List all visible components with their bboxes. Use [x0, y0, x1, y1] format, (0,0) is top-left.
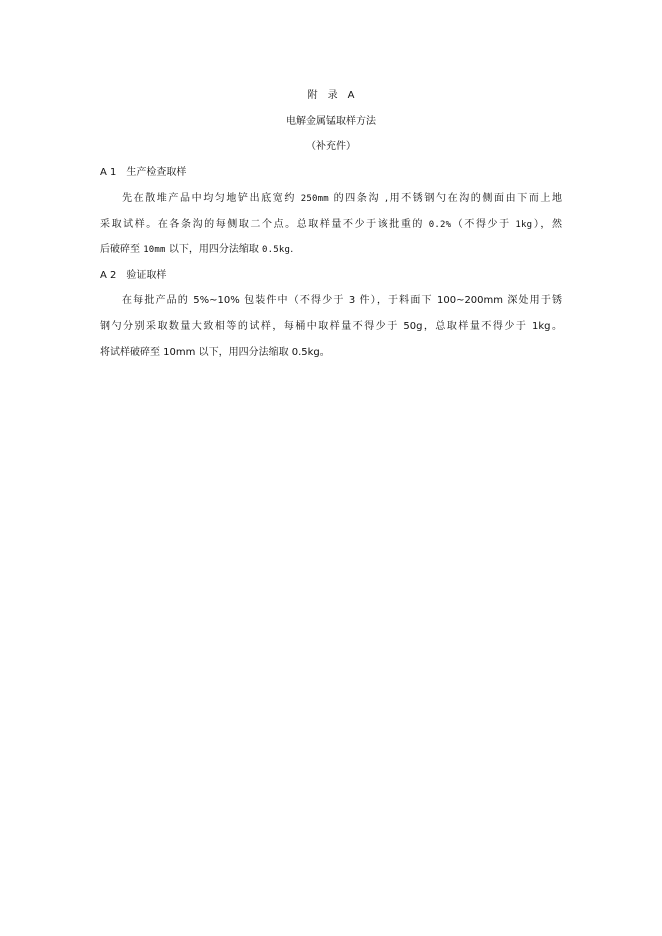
text-run: 后破碎至	[100, 244, 144, 255]
text-run: 以下，用四分法缩取	[165, 244, 263, 255]
percentage-value: 0.2%	[428, 220, 452, 230]
text-run: ），然	[532, 219, 562, 230]
text-run: 的四条沟 ,用不锈钢勺在沟的侧面由下而上地	[328, 193, 562, 204]
appendix-subtitle: （补充件）	[306, 141, 356, 152]
text-run: 采取试样。在各条沟的每侧取二个点。总取样量不少于该批重的	[100, 219, 429, 230]
text-run: 先在散堆产品中均匀地铲出底宽约	[122, 193, 301, 204]
text-run: （不得少于	[451, 219, 516, 230]
section-a2-line-3: 将试样破碎至 10mm 以下，用四分法缩取 0.5kg。	[100, 347, 330, 358]
appendix-title: 电解金属锰取样方法	[286, 116, 376, 127]
weight-value: 0.5kg	[262, 245, 291, 255]
measurement-value: 10mm	[143, 245, 166, 255]
section-a1-line-2	[100, 218, 562, 232]
text-run: .	[290, 244, 294, 255]
measurement-value: 250mm	[300, 194, 329, 204]
weight-value: 1kg	[515, 220, 533, 230]
section-a1-line-3	[100, 243, 562, 257]
section-a2-line-1: 在每批产品的 5%~10% 包装件中（不得少于 3 件），于料面下 100~200mm 深处用于锈	[122, 295, 562, 306]
section-a1-line-1	[122, 192, 562, 206]
section-a2-line-2: 钢勺分别采取数量大致相等的试样，每桶中取样量不得少于 50g，总取样量不得少于 1kg。	[100, 321, 562, 332]
section-a2-heading: A 2 验证取样	[100, 270, 167, 281]
appendix-label: 附 录 A	[307, 90, 355, 101]
section-a1-heading: A 1 生产检查取样	[100, 167, 187, 178]
